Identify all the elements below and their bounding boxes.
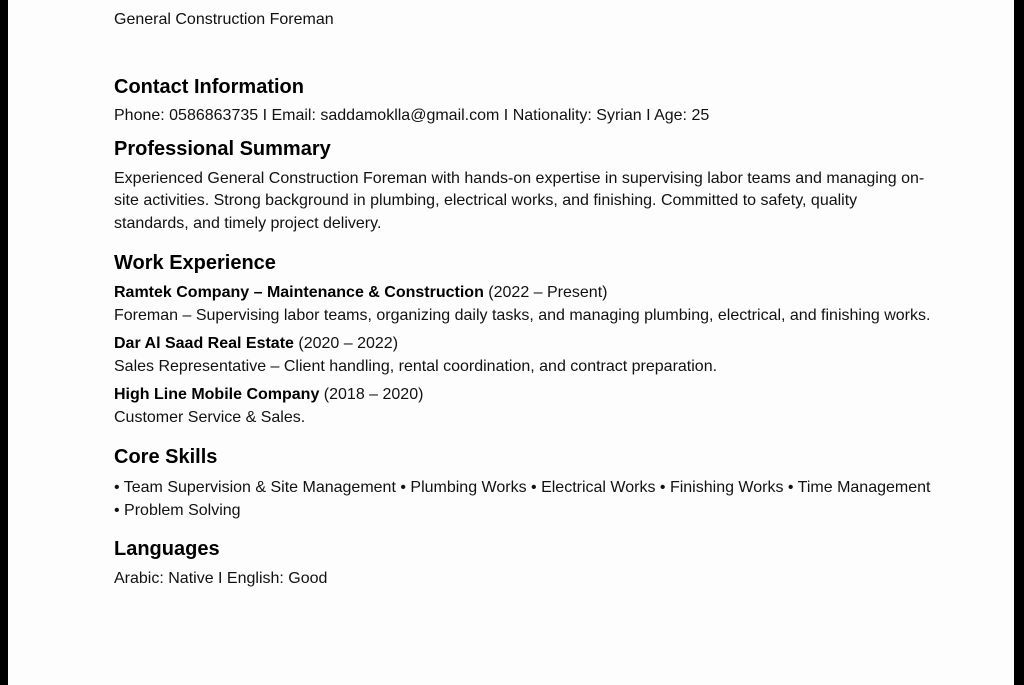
skills-section bbox=[114, 444, 934, 522]
summary-section bbox=[114, 136, 934, 236]
job-company: High Line Mobile Company bbox=[114, 386, 320, 403]
job-header bbox=[114, 282, 934, 305]
job-title: General Construction Foreman bbox=[114, 11, 334, 28]
job-company: Ramtek Company – Maintenance & Construction bbox=[114, 284, 484, 301]
job-entry bbox=[114, 282, 934, 327]
job-entry bbox=[114, 333, 934, 378]
contact-section bbox=[114, 74, 934, 128]
job-company: Dar Al Saad Real Estate bbox=[114, 335, 294, 352]
job-header bbox=[114, 333, 934, 356]
languages-heading: Languages bbox=[114, 538, 220, 560]
job-header bbox=[114, 384, 934, 407]
skills-heading: Core Skills bbox=[114, 446, 218, 468]
work-heading: Work Experience bbox=[114, 252, 276, 274]
contact-heading: Contact Information bbox=[114, 76, 304, 98]
job-dates: (2020 – 2022) bbox=[298, 335, 399, 352]
resume-page bbox=[8, 0, 1014, 685]
job-description: Customer Service & Sales. bbox=[114, 408, 306, 426]
summary-text: Experienced General Construction Foreman with hands-on expertise in supervising labor teams and managing on-site activities. Strong background in plumbing, electrical works, and finishing. Committed to safety, quality standards, and timely project delivery. bbox=[114, 169, 925, 232]
job-entry bbox=[114, 384, 934, 429]
job-dates: (2018 – 2020) bbox=[323, 386, 424, 403]
job-description: Sales Representative – Client handling, rental coordination, and contract preparation. bbox=[114, 357, 718, 375]
job-description: Foreman – Supervising labor teams, organizing daily tasks, and managing plumbing, electrical, and finishing works. bbox=[114, 306, 931, 324]
contact-details: Phone: 0586863735 I Email: saddamoklla@gmail.com I Nationality: Syrian I Age: 25 bbox=[114, 107, 710, 124]
resume-content bbox=[114, 9, 934, 591]
summary-heading: Professional Summary bbox=[114, 137, 331, 160]
languages-list: Arabic: Native I English: Good bbox=[114, 570, 328, 587]
job-dates: (2022 – Present) bbox=[488, 284, 608, 301]
languages-section bbox=[114, 536, 934, 591]
skills-list: • Team Supervision & Site Management • Plumbing Works • Electrical Works • Finishing Works • Time Management • Problem Solving bbox=[114, 479, 931, 519]
work-section bbox=[114, 250, 934, 429]
